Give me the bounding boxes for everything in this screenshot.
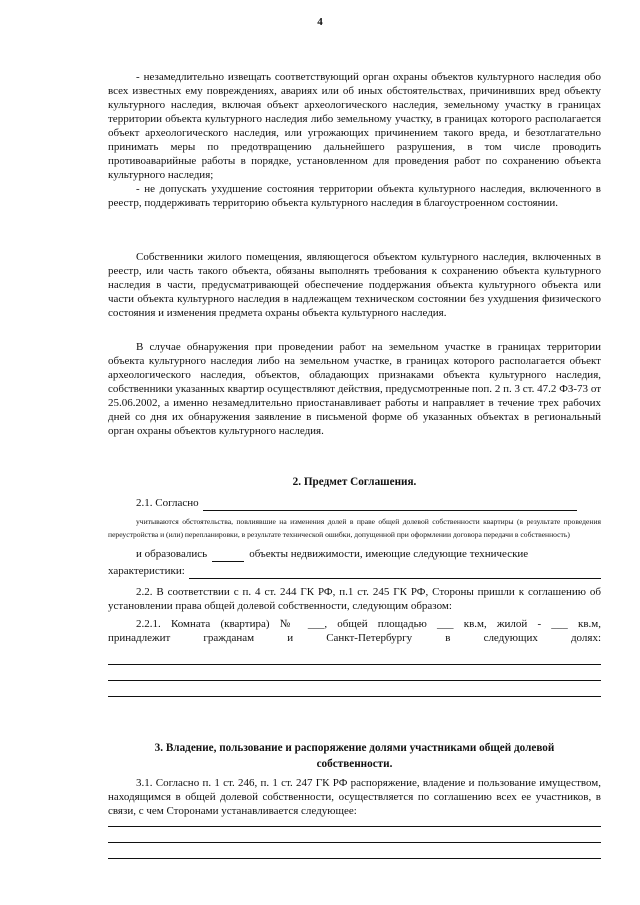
clause-2-1-line bbox=[108, 496, 601, 511]
formed-prefix: и образовались bbox=[136, 548, 208, 560]
formed-objects-line bbox=[108, 547, 601, 562]
clause-2-1-label: 2.1. Согласно bbox=[136, 497, 199, 509]
characteristics-field[interactable] bbox=[189, 567, 601, 579]
agreement-line-2[interactable] bbox=[108, 842, 601, 843]
agreement-line-3[interactable] bbox=[108, 858, 601, 859]
formed-suffix: объекты недвижимости, имеющие следующие технические bbox=[249, 548, 529, 560]
duties-list bbox=[108, 70, 601, 210]
clause-2-2-1-line1: 2.2.1. Комната (квартира) № ___, общей площадью ___ кв.м, жилой - ___ кв.м, bbox=[136, 618, 601, 630]
duty-item: - не допускать ухудшение состояния территории объекта культурного наследия, включенного в реестр, поддерживать территорию объекта культурного наследия в благоустроенном состоянии. bbox=[108, 183, 601, 209]
clause-3-1: 3.1. Согласно п. 1 ст. 246, п. 1 ст. 247 ГК РФ распоряжение, владение и пользование имуществом, находящимся в общей долевой собственности, осуществляется по соглашению всех ее участников, в связи, с чем Сторонами устанавливается следующее: bbox=[108, 777, 601, 817]
agreement-line-1[interactable] bbox=[108, 826, 601, 827]
objects-count-field[interactable] bbox=[212, 551, 244, 562]
owners-paragraph: Собственники жилого помещения, являющегося объектом культурного наследия, включенных в реестр, или часть такого объекта, обязаны выполнять требования к сохранению объекта культурного наследия в части, предусматривающей обеспечение поддержания объекта культурного объекта или части объекта культурного наследия в надлежащем техническом состоянии без ухудшения физического состояния и изменения предмета охраны объекта культурного наследия. bbox=[108, 251, 601, 319]
clause-2-2: 2.2. В соответствии с п. 4 ст. 244 ГК РФ, п.1 ст. 245 ГК РФ, Стороны пришли к соглашению об установлении права общей долевой собственности, следующим образом: bbox=[108, 586, 601, 612]
duty-item: - незамедлительно извещать соответствующий орган охраны объектов культурного наследия обо всех известных ему повреждениях, авариях или об иных обстоятельствах, причинивших вред объекту культурного наследия, включая объект археологического наследия, земельному участку в границах территории объекта культурного наследия либо земельному участку, в границах которого располагается объект археологического наследия, или угрожающих причинением такого вреда, и безотлагательно принимать меры по предотвращению дальнейшего разрушения, в том числе проводить противоаварийные работы в порядке, установленном для проведения работ по сохранению объекта культурного наследия; bbox=[108, 71, 601, 181]
owners-paragraph-block bbox=[108, 250, 601, 320]
section-2-heading: 2. Предмет Соглашения. bbox=[292, 476, 417, 488]
clause-2-1-field[interactable] bbox=[203, 499, 577, 511]
shares-line-1[interactable] bbox=[108, 664, 601, 665]
clause-2-1-note: учитываются обстоятельства, повлиявшие на изменения долей в праве общей долевой собственности квартиры (в результате проведения переустройства и (или) перепланировки, в результате технической ошибки, допущенной при оформлении договора передачи в собственность) bbox=[108, 517, 601, 539]
characteristics-label: характеристики: bbox=[108, 565, 185, 577]
section-3 bbox=[108, 740, 601, 818]
characteristics-line bbox=[108, 564, 601, 579]
section-3-heading-line2: собственности. bbox=[316, 758, 393, 770]
section-2 bbox=[108, 474, 601, 645]
discovery-paragraph: В случае обнаружения при проведении работ на земельном участке в границах территории объекта культурного наследия либо на земельном участке, в границах которого располагается объект археологического наследия, объектов, обладающих признаками объекта культурного наследия, собственники указанных квартир осуществляют действия, предусмотренные поп. 2 п. 3 ст. 47.2 ФЗ-73 от 25.06.2002, а именно незамедлительно приостанавливает работы и направляет в течение трех рабочих дней со дня их обнаружения заявление в письменой форме об указанных объектах в региональный орган охраны объектов культурного наследия. bbox=[108, 341, 601, 437]
shares-line-3[interactable] bbox=[108, 696, 601, 697]
discovery-paragraph-block bbox=[108, 340, 601, 438]
section-3-heading-line1: 3. Владение, пользование и распоряжение долями участниками общей долевой bbox=[154, 742, 555, 754]
page-number: 4 bbox=[317, 16, 323, 28]
clause-2-2-1-line2: принадлежит гражданам и Санкт-Петербургу в следующих долях: bbox=[108, 632, 601, 644]
shares-line-2[interactable] bbox=[108, 680, 601, 681]
